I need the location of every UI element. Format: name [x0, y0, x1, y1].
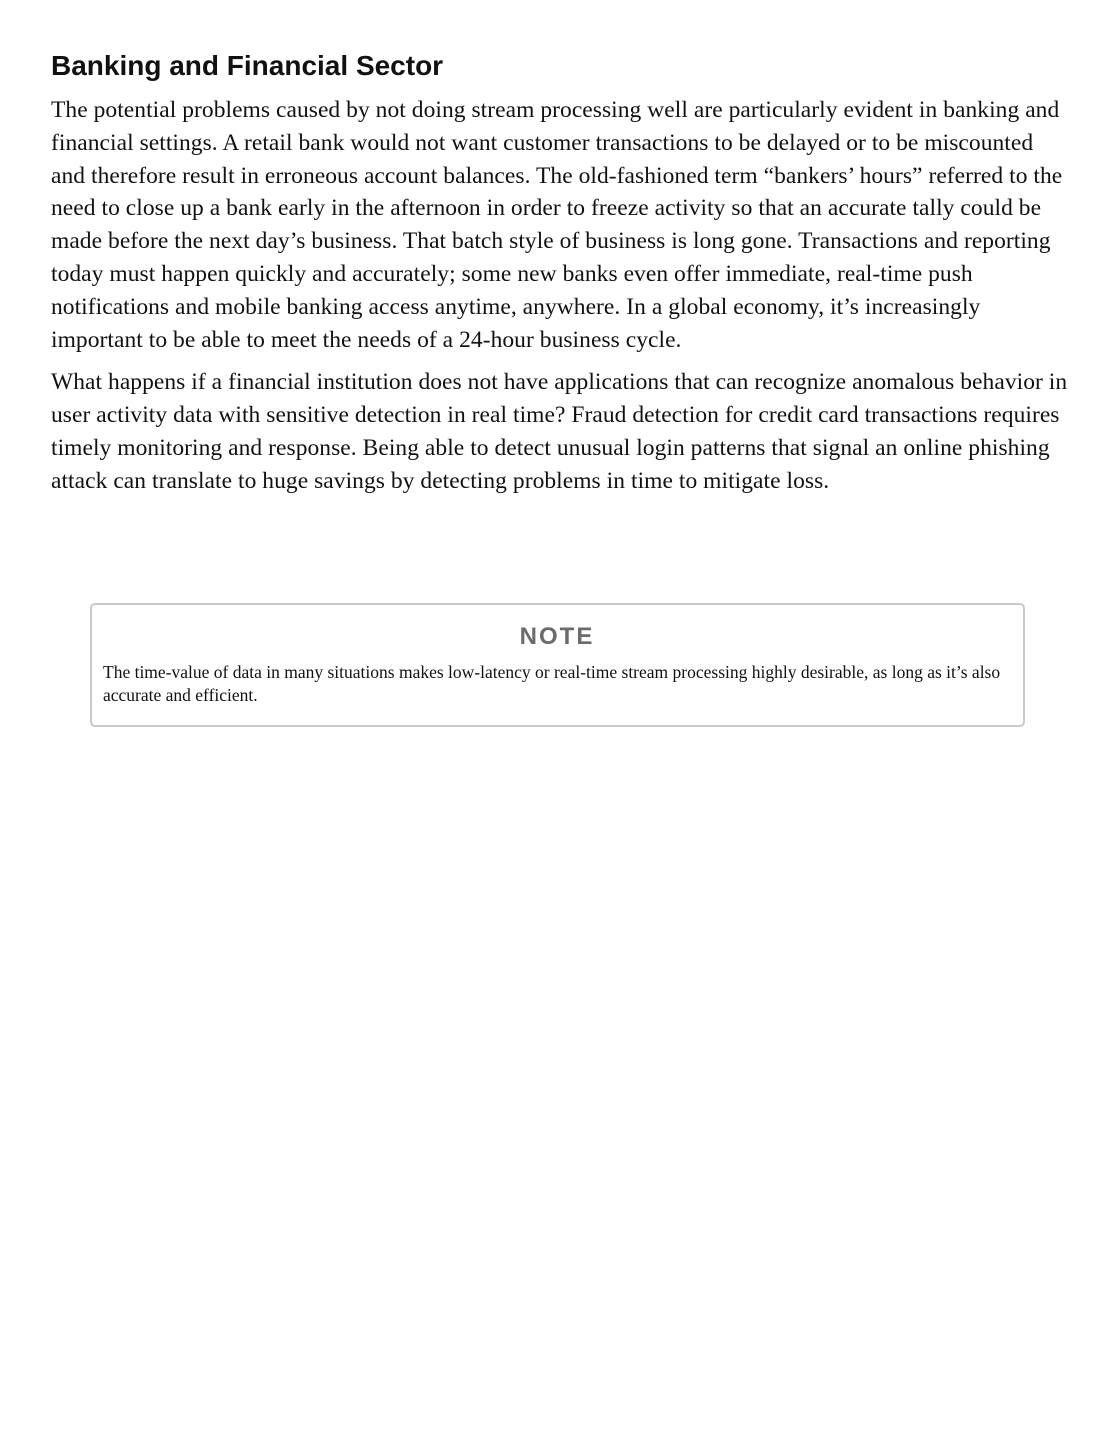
document-page	[51, 48, 1069, 508]
note-text: The time-value of data in many situations makes low-latency or real-time stream processing highly desirable, as long as it’s also accurate and efficient.	[103, 662, 1001, 705]
note-callout	[90, 603, 1025, 727]
body-paragraph-1: The potential problems caused by not doing stream processing well are particularly evident in banking and financial settings. A retail bank would not want customer transactions to be delayed or to be miscounted and therefore result in erroneous account balances. The old-fashioned term “bankers’ hours” referred to the need to close up a bank early in the afternoon in order to freeze activity so that an accurate tally could be made before the next day’s business. That batch style of business is long gone. Transactions and reporting today must happen quickly and accurately; some new banks even offer immediate, real-time push notifications and mobile banking access anytime, anywhere. In a global economy, it’s increasingly important to be able to meet the needs of a 24-hour business cycle.	[51, 97, 1063, 353]
note-title: NOTE	[519, 623, 595, 650]
section-heading: Banking and Financial Sector	[51, 50, 444, 81]
body-paragraph-2: What happens if a financial institution does not have applications that can recognize anomalous behavior in user activity data with sensitive detection in real time? Fraud detection for credit card transactions requires timely monitoring and response. Being able to detect unusual login patterns that signal an online phishing attack can translate to huge savings by detecting problems in time to mitigate loss.	[51, 369, 1068, 494]
